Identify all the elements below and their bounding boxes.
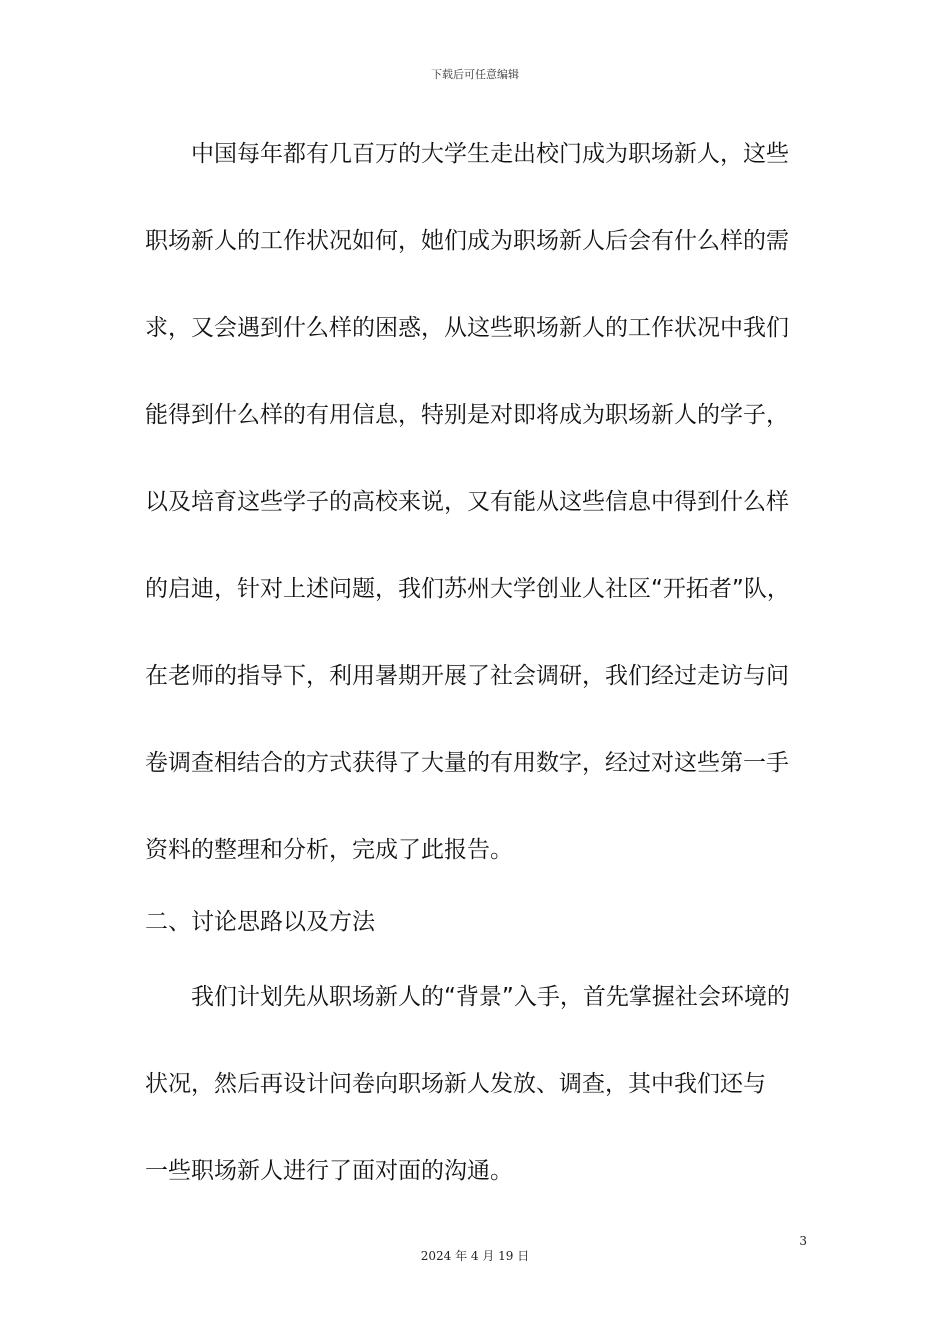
section-heading: 二、讨论思路以及方法	[145, 909, 375, 935]
paragraph-line: 资料的整理和分析，完成了此报告。	[145, 837, 513, 863]
paragraph-line: 状况，然后再设计问卷向职场新人发放、调查，其中我们还与	[145, 1071, 766, 1097]
paragraph-line: 能得到什么样的有用信息，特别是对即将成为职场新人的学子，	[145, 402, 789, 428]
paragraph-line: 的启迪，针对上述问题，我们苏州大学创业人社区“开拓者”队，	[145, 576, 790, 602]
paragraph-line: 以及培育这些学子的高校来说，又有能从这些信息中得到什么样	[145, 489, 789, 515]
paragraph-line: 在老师的指导下，利用暑期开展了社会调研，我们经过走访与问	[145, 663, 789, 689]
paragraph-line: 我们计划先从职场新人的“背景”入手，首先掌握社会环境的	[191, 984, 790, 1010]
paragraph-line: 职场新人的工作状况如何，她们成为职场新人后会有什么样的需	[145, 228, 789, 254]
paragraph-line: 一些职场新人进行了面对面的沟通。	[145, 1158, 513, 1184]
paragraph-line: 卷调查相结合的方式获得了大量的有用数字，经过对这些第一手	[145, 750, 789, 776]
page-header: 下载后可任意编辑	[431, 68, 519, 81]
paragraph-line: 求，又会遇到什么样的困惑，从这些职场新人的工作状况中我们	[145, 315, 789, 341]
paragraph-line: 中国每年都有几百万的大学生走出校门成为职场新人，这些	[191, 141, 789, 167]
page-footer-date: 2024 年 4 月 19 日	[420, 1249, 530, 1263]
page-number: 3	[799, 1234, 807, 1248]
